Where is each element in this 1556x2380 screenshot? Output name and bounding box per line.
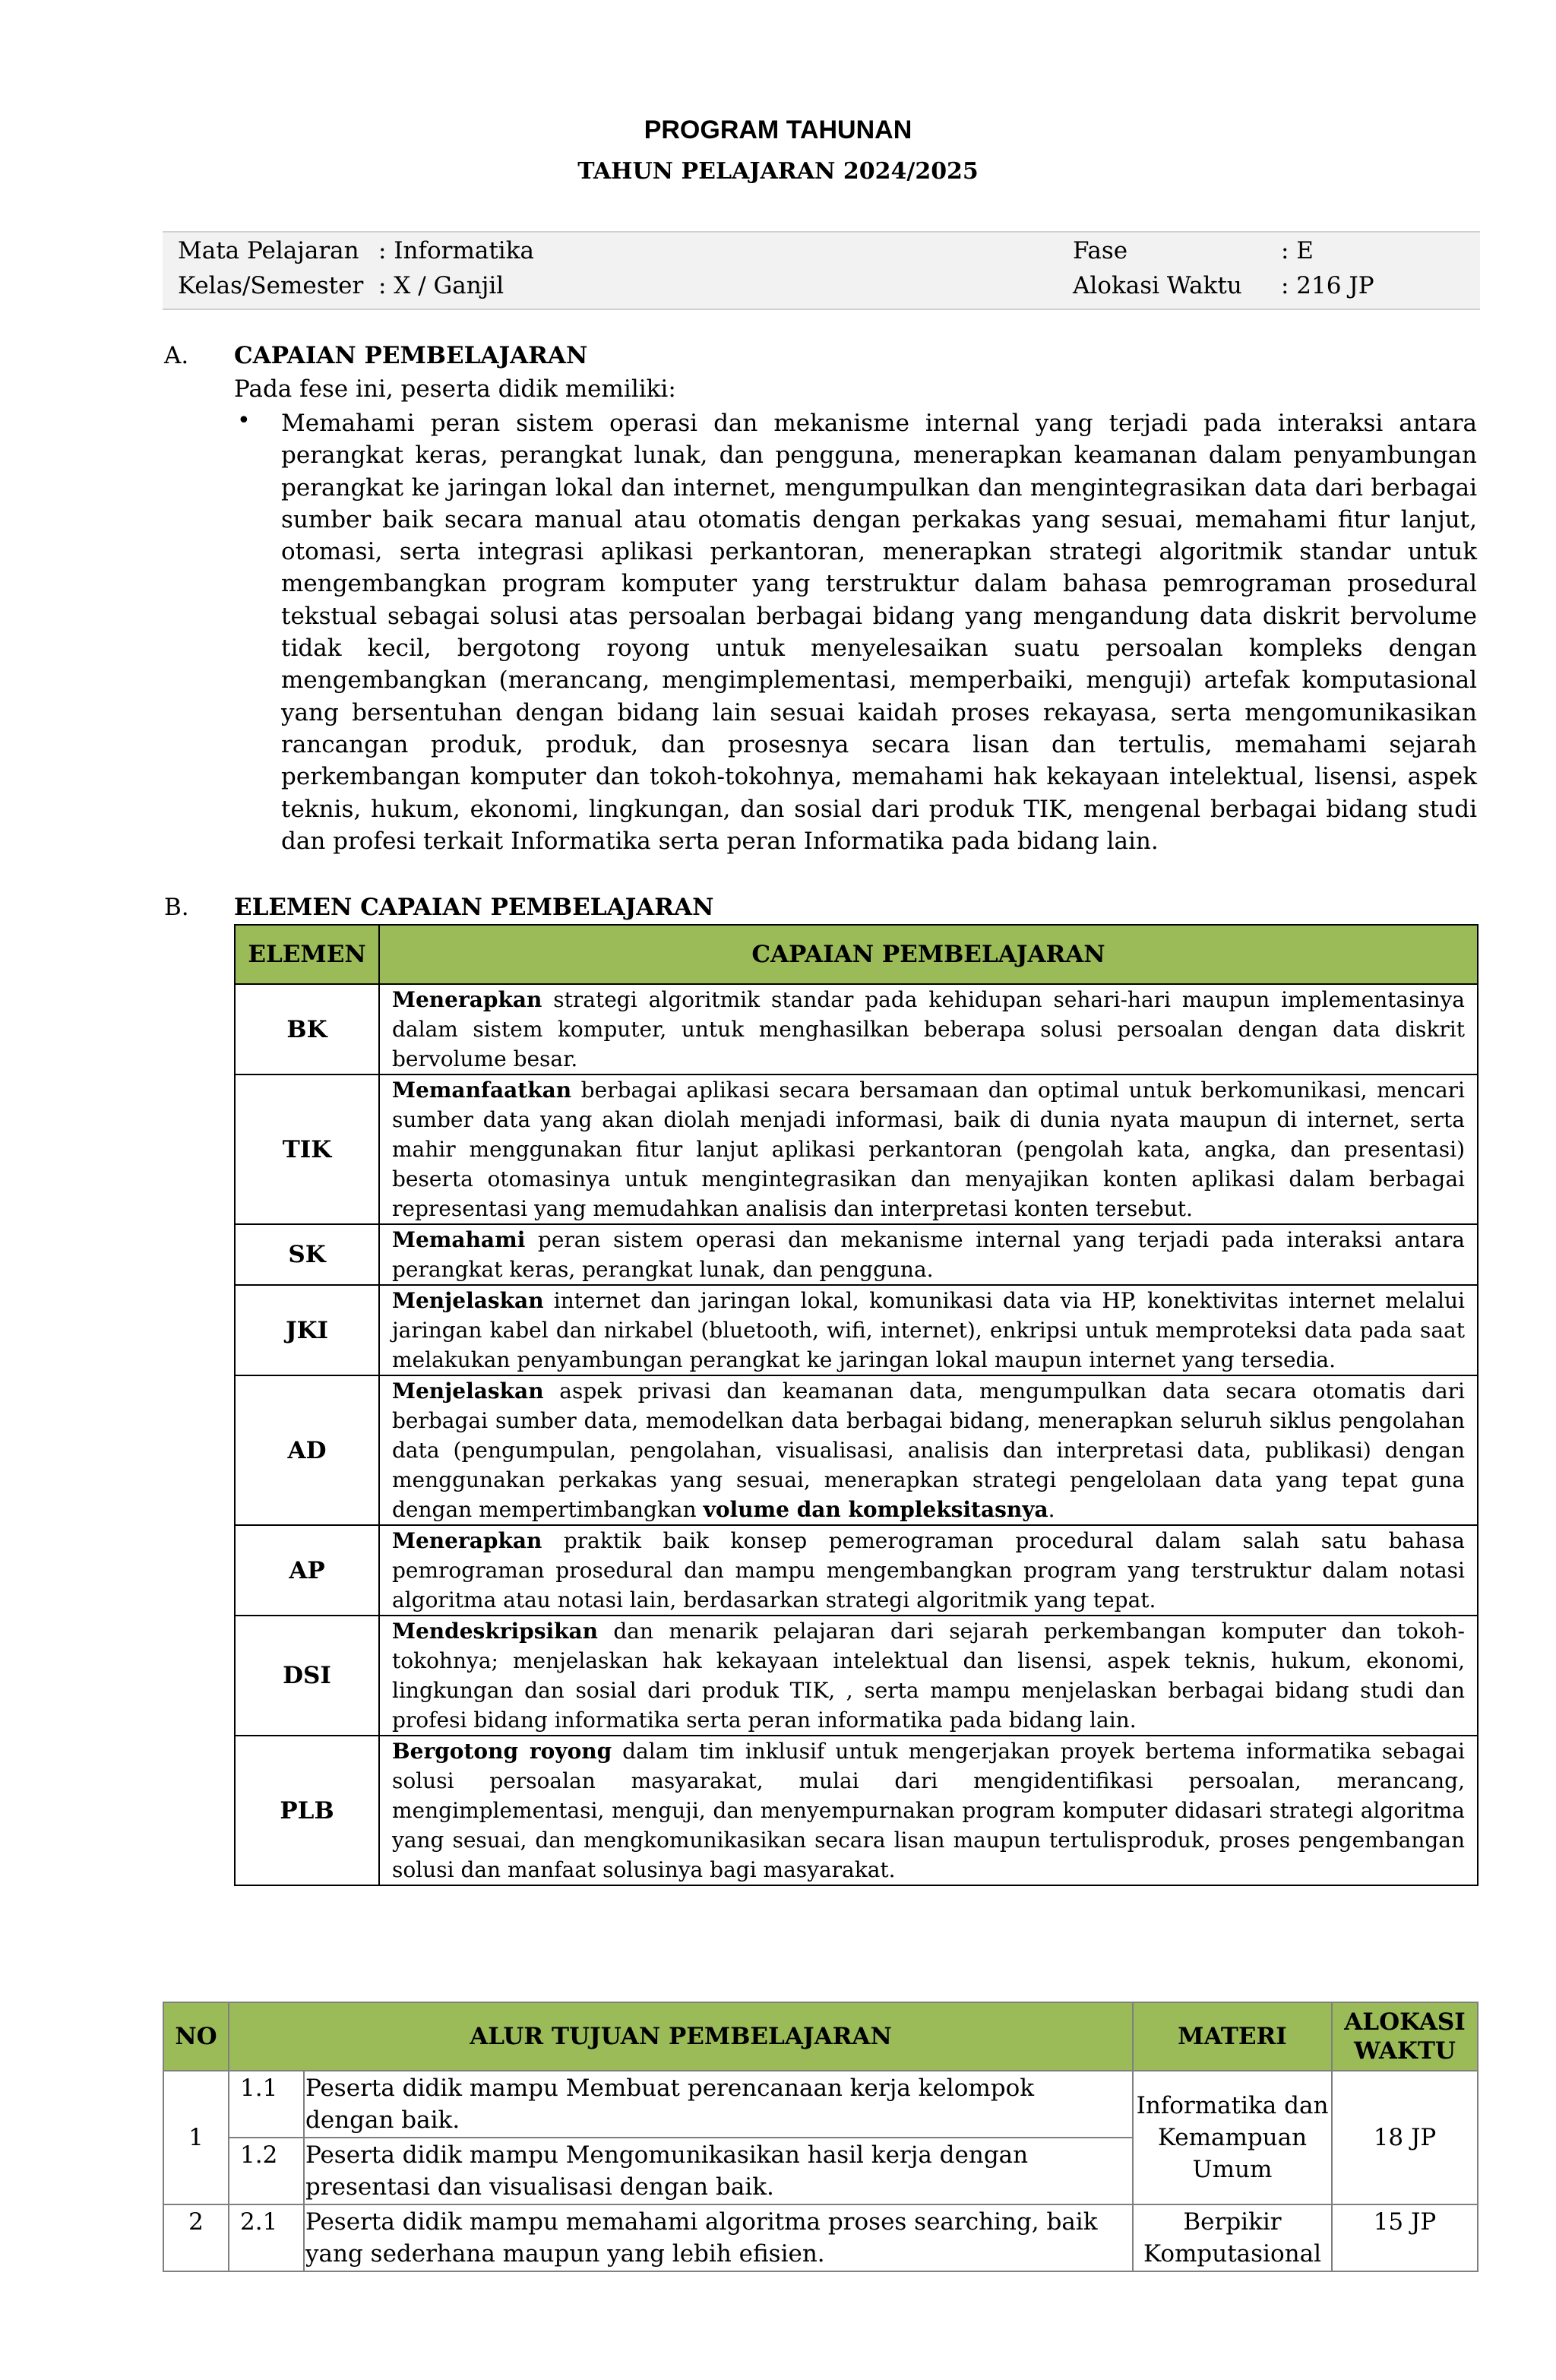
document-subtitle: TAHUN PELAJARAN 2024/2025 <box>577 158 979 185</box>
sub-number: 1.1 <box>229 2071 304 2138</box>
materi-cell: Informatika dan Kemampuan Umum <box>1133 2071 1332 2204</box>
class-label: Kelas/Semester <box>178 272 364 299</box>
table-row <box>163 2204 1478 2271</box>
col-header-element: ELEMEN <box>235 925 379 984</box>
element-row <box>235 1616 1478 1736</box>
col-header-alokasi: ALOKASI WAKTU <box>1332 2002 1478 2071</box>
section-a-title: CAPAIAN PEMBELAJARAN <box>234 342 588 369</box>
row-number: 1 <box>163 2071 229 2204</box>
element-end: . <box>1048 1497 1055 1522</box>
element-code: JKI <box>235 1285 379 1375</box>
element-lead-verb: Menjelaskan <box>392 1288 544 1313</box>
time-value: : 216 JP <box>1281 272 1374 299</box>
document-title: PROGRAM TAHUNAN <box>644 116 912 144</box>
class-value: : X / Ganjil <box>378 272 504 299</box>
element-text: aspek privasi dan keamanan data, mengumpulkan data secara otomatis dari berbagai sumber data, memodelkan data berbagai bidang, menerapkan seluruh siklus pengolahan data (pengumpulan, pengolahan, visualisasi, analisis dan interpretasi data, publikasi) dengan menggunakan perkakas yang sesuai, menerapkan strategi pengelolaan data yang tepat guna dengan mempertimbangkan <box>392 1378 1465 1522</box>
element-code: BK <box>235 984 379 1074</box>
objective-text: Peserta didik mampu Mengomunikasikan hasil kerja dengan presentasi dan visualisasi dengan baik. <box>304 2138 1133 2204</box>
element-row <box>235 1074 1478 1224</box>
capaian-paragraph: Memahami peran sistem operasi dan mekanisme internal yang terjadi pada interaksi antara perangkat keras, perangkat lunak, dan pengguna, menerapkan keamanan dalam penyambungan perangkat ke jaringan lokal dan internet, mengumpulkan dan mengintegrasikan data dari berbagai sumber baik secara manual atau otomatis dengan perkakas yang sesuai, memahami fitur lanjut, otomasi, serta integrasi aplikasi perkantoran, menerapkan strategi algoritmik standar untuk mengembangkan program komputer yang terstruktur dalam bahasa pemrograman prosedural tekstual sebagai solusi atas persoalan berbagai bidang yang mengandung data diskrit bervolume tidak kecil, bergotong royong untuk menyelesaikan suatu persoalan kompleks dengan mengembangkan (merancang, mengimplementasi, memperbaiki, menguji) artefak komputasional yang bersentuhan dengan bidang lain sesuai kaidah proses rekayasa, serta mengomunikasikan rancangan produk, produk, dan prosesnya secara lisan dan tertulis, memahami sejarah perkembangan komputer dan tokoh-tokohnya, memahami hak kekayaan intelektual, lisensi, aspek teknis, hukum, ekonomi, lingkungan, dan sosial dari produk TIK, mengenal berbagai bidang studi dan profesi terkait Informatika serta peran Informatika pada bidang lain. <box>281 410 1477 855</box>
alokasi-cell: 18 JP <box>1332 2071 1478 2204</box>
section-a-intro: Pada fese ini, peserta didik memiliki: <box>234 375 676 403</box>
subject-value: : Informatika <box>378 237 534 264</box>
element-text: dan menarik pelajaran dari sejarah perkembangan komputer dan tokoh-tokohnya; menjelaskan hak kekayaan intelektual dan lisensi, aspek teknis, hukum, ekonomi, lingkungan dan sosial dari produk TIK, , serta mampu menjelaskan berbagai bidang studi dan profesi bidang informatika serta peran informatika pada bidang lain. <box>392 1619 1465 1733</box>
sub-number: 2.1 <box>229 2204 304 2271</box>
time-label: Alokasi Waktu <box>1073 272 1242 299</box>
info-box <box>163 231 1480 310</box>
element-lead-verb: Memanfaatkan <box>392 1078 572 1103</box>
element-lead-verb: Menerapkan <box>392 1528 542 1553</box>
element-code: PLB <box>235 1736 379 1885</box>
bullet-icon: • <box>237 407 251 434</box>
element-lead-verb: Mendeskripsikan <box>392 1619 598 1644</box>
section-a-letter: A. <box>164 342 189 369</box>
objective-text: Peserta didik mampu Membuat perencanaan kerja kelompok dengan baik. <box>304 2071 1133 2138</box>
element-lead-verb: Menjelaskan <box>392 1378 544 1404</box>
element-text: peran sistem operasi dan mekanisme internal yang terjadi pada interaksi antara perangkat keras, perangkat lunak, dan pengguna. <box>392 1227 1465 1282</box>
col-header-materi: MATERI <box>1133 2002 1332 2071</box>
col-header-alur: ALUR TUJUAN PEMBELAJARAN <box>229 2002 1133 2071</box>
element-row <box>235 1736 1478 1885</box>
element-row <box>235 1525 1478 1616</box>
element-lead-verb: Bergotong royong <box>392 1739 612 1764</box>
element-code: TIK <box>235 1074 379 1224</box>
element-row <box>235 1375 1478 1525</box>
atp-table <box>163 2002 1479 2272</box>
element-text: internet dan jaringan lokal, komunikasi data via HP, konektivitas internet melalui jaringan kabel dan nirkabel (bluetooth, wifi, internet), enkripsi untuk memproteksi data pada saat melakukan penyambungan perangkat ke jaringan lokal maupun internet yang tersedia. <box>392 1288 1465 1372</box>
element-row <box>235 984 1478 1074</box>
element-code: DSI <box>235 1616 379 1736</box>
element-row <box>235 1224 1478 1285</box>
row-number: 2 <box>163 2204 229 2271</box>
element-bold-tail: volume dan kompleksitasnya <box>703 1497 1048 1522</box>
section-b-title: ELEMEN CAPAIAN PEMBELAJARAN <box>234 894 714 921</box>
element-description <box>379 1074 1478 1224</box>
element-code: AP <box>235 1525 379 1616</box>
col-header-capaian: CAPAIAN PEMBELAJARAN <box>379 925 1478 984</box>
sub-number: 1.2 <box>229 2138 304 2204</box>
element-table <box>234 924 1479 1886</box>
phase-value: : E <box>1281 237 1314 264</box>
element-text: dalam tim inklusif untuk mengerjakan proyek bertema informatika sebagai solusi persoalan masyarakat, mulai dari mengidentifikasi persoalan, merancang, mengimplementasi, menguji, dan menyempurnakan program komputer didasari strategi algoritma yang sesuai, dan mengkomunikasikan secara lisan maupun tertulisproduk, proses pengembangan solusi dan manfaat solusinya bagi masyarakat. <box>392 1739 1466 1882</box>
element-description <box>379 984 1478 1074</box>
element-description <box>379 1375 1478 1525</box>
materi-cell: Berpikir Komputasional <box>1133 2204 1332 2271</box>
element-row <box>235 1285 1478 1375</box>
element-description <box>379 1736 1478 1885</box>
element-text: praktik baik konsep pemerograman procedural dalam salah satu bahasa pemrograman prosedural dan mampu mengembangkan program yang terstruktur dalam notasi algoritma atau notasi lain, berdasarkan strategi algoritmik yang tepat. <box>392 1528 1465 1613</box>
col-header-no: NO <box>163 2002 229 2071</box>
element-text: berbagai aplikasi secara bersamaan dan optimal untuk berkomunikasi, mencari sumber data yang akan diolah menjadi informasi, baik di dunia nyata maupun di internet, serta mahir menggunakan fitur lanjut aplikasi perkantoran (pengolah kata, angka, dan presentasi) beserta otomasinya untuk mengintegrasikan dan menyajikan konten aplikasi dalam berbagai representasi yang memudahkan analisis dan interpretasi konten tersebut. <box>392 1078 1465 1221</box>
element-text: strategi algoritmik standar pada kehidupan sehari-hari maupun implementasinya dalam sistem komputer, untuk menghasilkan beberapa solusi persoalan dengan data diskrit bervolume besar. <box>392 987 1465 1071</box>
element-code: AD <box>235 1375 379 1525</box>
objective-text: Peserta didik mampu memahami algoritma proses searching, baik yang sederhana maupun yang lebih efisien. <box>304 2204 1133 2271</box>
element-lead-verb: Menerapkan <box>392 987 542 1012</box>
section-b-letter: B. <box>164 894 189 921</box>
element-code: SK <box>235 1224 379 1285</box>
alokasi-cell: 15 JP <box>1332 2204 1478 2271</box>
element-description <box>379 1525 1478 1616</box>
table-row <box>163 2071 1478 2138</box>
phase-label: Fase <box>1073 237 1128 264</box>
element-description <box>379 1616 1478 1736</box>
element-lead-verb: Memahami <box>392 1227 526 1252</box>
element-description <box>379 1224 1478 1285</box>
element-description <box>379 1285 1478 1375</box>
subject-label: Mata Pelajaran <box>178 237 359 264</box>
